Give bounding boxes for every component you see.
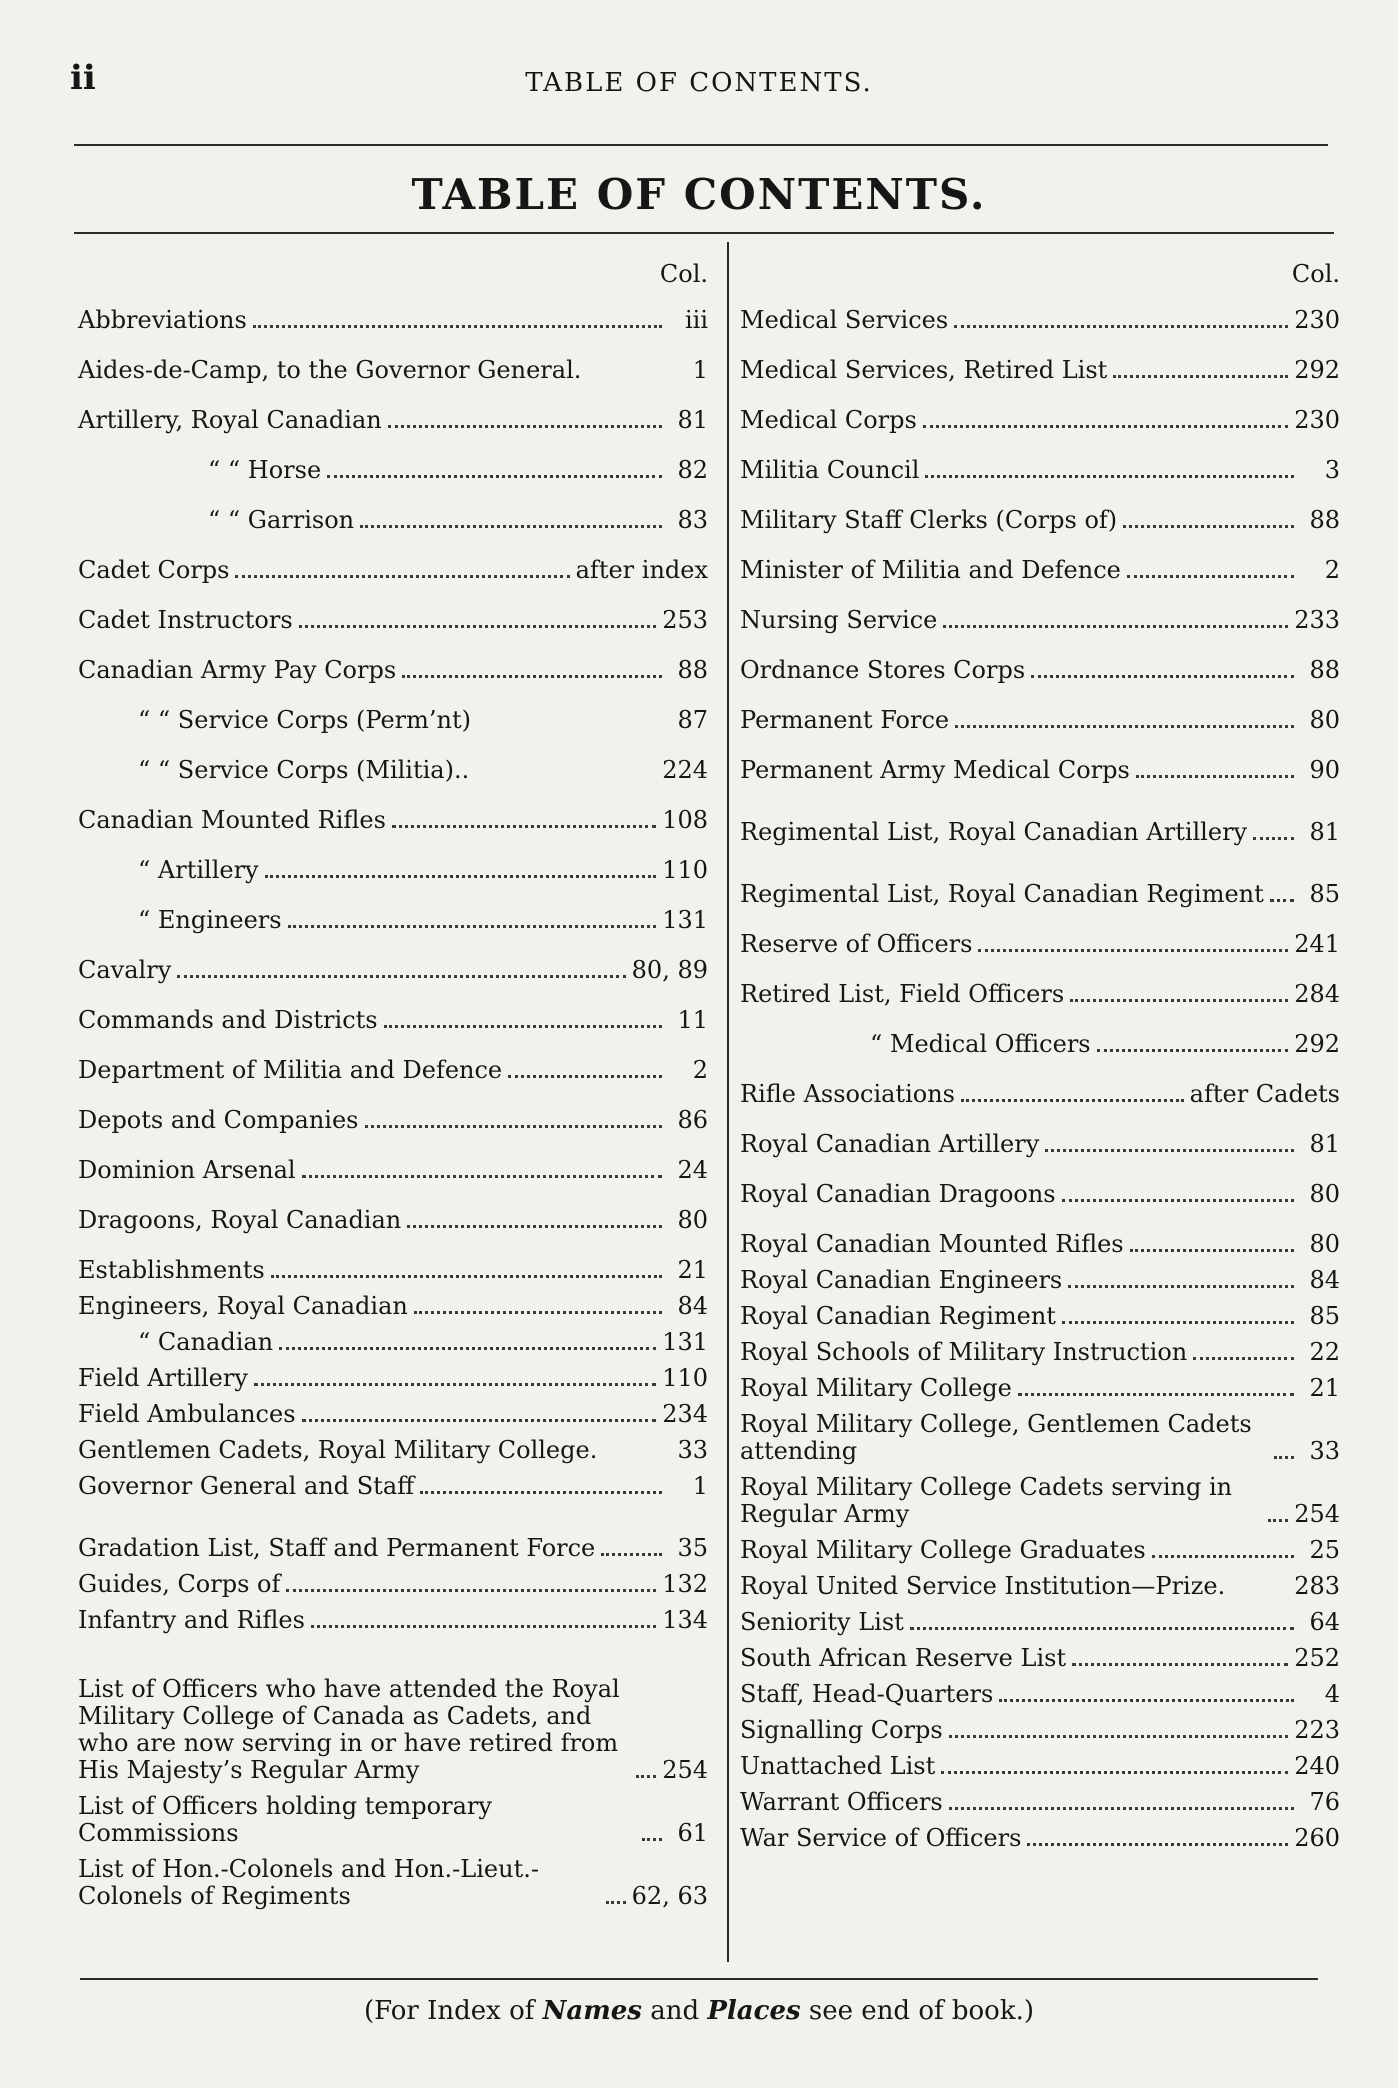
toc-entry <box>740 1158 1340 1208</box>
toc-entry <box>78 1084 708 1134</box>
dot-leader <box>1027 1843 1288 1846</box>
toc-entry-label: Nursing Service <box>740 606 938 634</box>
dot-leader <box>1253 837 1294 840</box>
toc-entry-label: “ Canadian <box>138 1328 274 1356</box>
toc-entry <box>740 1528 1340 1564</box>
toc-entry <box>740 1366 1340 1402</box>
toc-entry-label: Establishments <box>78 1256 265 1284</box>
toc-entry <box>740 1708 1340 1744</box>
toc-entry-column: 21 <box>1309 1374 1340 1402</box>
toc-entry-label: Royal Military College, Gentlemen Cadets attending <box>740 1410 1252 1465</box>
dot-leader <box>1268 1519 1288 1522</box>
dot-leader <box>1097 1049 1289 1052</box>
toc-entry-column: 2 <box>1324 556 1340 584</box>
toc-entry-column: 253 <box>662 606 708 634</box>
toc-entry-column: 260 <box>1294 1824 1340 1852</box>
toc-entry-column: 2 <box>692 1056 708 1084</box>
toc-entry-column: 110 <box>662 1364 708 1392</box>
toc-entry-column: 254 <box>662 1756 708 1784</box>
toc-entry-column: 1 <box>692 356 708 384</box>
toc-entry-column: 84 <box>677 1292 708 1320</box>
toc-entry <box>740 1780 1340 1816</box>
dot-leader <box>978 949 1288 952</box>
toc-entry <box>78 1284 708 1320</box>
toc-entry-label: War Service of Officers <box>740 1824 1022 1852</box>
toc-entry <box>78 1562 708 1598</box>
toc-entry-label: Royal Canadian Artillery <box>740 1130 1040 1158</box>
col-heading-left: Col. <box>659 260 708 288</box>
toc-entry-column: 90 <box>1309 756 1340 784</box>
toc-entry-label: Staff, Head-Quarters <box>740 1680 994 1708</box>
col-heading-right: Col. <box>1291 260 1340 288</box>
toc-entry-column: 230 <box>1294 306 1340 334</box>
toc-entry <box>740 584 1340 634</box>
toc-entry-label: Warrant Officers <box>740 1788 943 1816</box>
dot-leader <box>1018 1393 1294 1396</box>
toc-entry <box>78 734 708 784</box>
toc-entry-label: Unattached List <box>740 1752 936 1780</box>
toc-entry-column: 80 <box>1309 1180 1340 1208</box>
toc-entry-label: Military Staff Clerks (Corps of) <box>740 506 1118 534</box>
toc-entry-label: Ordnance Stores Corps <box>740 656 1026 684</box>
toc-entry-label: Guides, Corps of <box>78 1570 281 1598</box>
dot-leader <box>949 1807 1294 1810</box>
toc-entry <box>740 908 1340 958</box>
toc-entry-column: 22 <box>1309 1338 1340 1366</box>
dot-leader <box>1152 1555 1294 1558</box>
toc-entry-label: Canadian Army Pay Corps <box>78 656 397 684</box>
toc-entry-column: after index <box>575 556 708 584</box>
dot-leader <box>1127 575 1294 578</box>
dot-leader <box>388 425 662 428</box>
dot-leader <box>1274 1456 1294 1459</box>
toc-entry-column: 11 <box>677 1006 708 1034</box>
toc-entry-column: 131 <box>662 906 708 934</box>
toc-entry <box>78 834 708 884</box>
toc-entry-label: Artillery, Royal Canadian <box>78 406 382 434</box>
toc-entry-column: after Cadets <box>1189 1080 1340 1108</box>
toc-entry-column: 224 <box>662 756 708 784</box>
left-column <box>78 252 708 1972</box>
dot-leader <box>253 325 662 328</box>
toc-entry-column: 283 <box>1294 1572 1340 1600</box>
toc-entry-label: Infantry and Rifles <box>78 1606 305 1634</box>
dot-leader <box>943 625 1288 628</box>
toc-entry-label: Reserve of Officers <box>740 930 973 958</box>
toc-entry-label: Gradation List, Staff and Permanent Force <box>78 1534 596 1562</box>
toc-entry <box>78 1234 708 1284</box>
dot-leader <box>923 425 1288 428</box>
toc-entry-column: 3 <box>1324 456 1340 484</box>
toc-entry-column: 80 <box>677 1206 708 1234</box>
toc-entry <box>740 734 1340 784</box>
dot-leader <box>999 1699 1294 1702</box>
toc-entry <box>78 584 708 634</box>
toc-entry-column: 33 <box>677 1436 708 1464</box>
toc-entry <box>740 846 1340 908</box>
toc-entry <box>78 334 708 384</box>
dot-leader <box>910 1627 1294 1630</box>
toc-entry-column: 61 <box>677 1819 708 1847</box>
toc-entry-column: 254 <box>1294 1500 1340 1528</box>
toc-entry <box>78 1847 708 1910</box>
toc-entry-column: 81 <box>1309 1130 1340 1158</box>
toc-entry-label: Signalling Corps <box>740 1716 943 1744</box>
toc-entry-label: Gentlemen Cadets, Royal Military College. <box>78 1436 598 1464</box>
toc-entry-label: Retired List, Field Officers <box>740 980 1065 1008</box>
dot-leader <box>1193 1357 1294 1360</box>
toc-entry-label: Seniority List <box>740 1608 904 1636</box>
dot-leader <box>1045 1149 1294 1152</box>
toc-entry-column: 134 <box>662 1606 708 1634</box>
toc-entry-label: Medical Services, Retired List <box>740 356 1108 384</box>
toc-entry-column: 64 <box>1309 1608 1340 1636</box>
toc-entry-label: Minister of Militia and Defence <box>740 556 1121 584</box>
dot-leader <box>384 1025 662 1028</box>
toc-entry-label: List of Officers holding temporary Commissions <box>78 1792 492 1847</box>
toc-entry <box>78 1392 708 1428</box>
toc-entry-column: 84 <box>1309 1266 1340 1294</box>
dot-leader <box>601 1553 662 1556</box>
toc-entry-label: Canadian Mounted Rifles <box>78 806 386 834</box>
dot-leader <box>407 1225 662 1228</box>
dot-leader <box>365 1125 663 1128</box>
toc-entry-column: 223 <box>1294 1716 1340 1744</box>
toc-entry-label: Royal Military College Graduates <box>740 1536 1146 1564</box>
left-entries <box>78 284 708 1910</box>
toc-entry <box>78 1784 708 1847</box>
toc-entry <box>740 1672 1340 1708</box>
toc-entry-label: Permanent Army Medical Corps <box>740 756 1130 784</box>
footer-text-after: see end of book.) <box>800 1996 1034 2026</box>
toc-entry-label: Royal Canadian Dragoons <box>740 1180 1056 1208</box>
toc-entry <box>740 1465 1340 1528</box>
toc-entry-label: “ “ Service Corps (Militia).. <box>138 756 470 784</box>
toc-entry-label: Cavalry <box>78 956 172 984</box>
toc-entry-column: 86 <box>677 1106 708 1134</box>
toc-entry <box>740 1294 1340 1330</box>
column-divider <box>727 242 729 1962</box>
toc-entry-label: Cadet Instructors <box>78 606 293 634</box>
dot-leader <box>1136 775 1294 778</box>
toc-entry <box>78 634 708 684</box>
footer-text-mid: and <box>641 1996 708 2026</box>
toc-entry-label: List of Officers who have attended the Royal Military College of Canada as Cadets, and who are now serving in or have retired from His Majesty’s Regular Army <box>78 1675 620 1784</box>
running-head: TABLE OF CONTENTS. <box>525 68 873 98</box>
toc-entry-label: List of Hon.-Colonels and Hon.-Lieut.-Colonels of Regiments <box>78 1855 539 1910</box>
toc-entry-label: Commands and Districts <box>78 1006 378 1034</box>
toc-entry <box>78 1598 708 1634</box>
toc-entry-label: Royal Schools of Military Instruction <box>740 1338 1188 1366</box>
toc-entry <box>78 1320 708 1356</box>
toc-entry-label: Royal Canadian Regiment <box>740 1302 1056 1330</box>
toc-entry-column: 1 <box>692 1472 708 1500</box>
toc-entry-column: 25 <box>1309 1536 1340 1564</box>
toc-entry-column: 76 <box>1309 1788 1340 1816</box>
dot-leader <box>177 975 625 978</box>
dot-leader <box>636 1775 656 1778</box>
toc-entry-column: 62, 63 <box>631 1882 708 1910</box>
toc-entry-column: 108 <box>662 806 708 834</box>
toc-entry <box>740 434 1340 484</box>
toc-entry-label: Governor General and Staff <box>78 1472 415 1500</box>
dot-leader <box>420 1491 662 1494</box>
toc-entry <box>740 1402 1340 1465</box>
footer-note <box>0 1996 1398 2026</box>
title-rule <box>74 232 1334 234</box>
toc-entry-column: 88 <box>677 656 708 684</box>
dot-leader <box>402 675 662 678</box>
dot-leader <box>1070 999 1288 1002</box>
dot-leader <box>235 575 569 578</box>
toc-entry <box>740 684 1340 734</box>
dot-leader <box>925 475 1294 478</box>
toc-entry <box>78 884 708 934</box>
dot-leader <box>941 1771 1288 1774</box>
toc-entry-column: 292 <box>1294 356 1340 384</box>
toc-entry <box>78 534 708 584</box>
dot-leader <box>302 1175 662 1178</box>
toc-entry-column: 80 <box>1309 706 1340 734</box>
toc-entry <box>740 1108 1340 1158</box>
toc-entry <box>740 534 1340 584</box>
toc-entry-column: 284 <box>1294 980 1340 1008</box>
toc-entry <box>740 484 1340 534</box>
toc-entry-column: 88 <box>1309 656 1340 684</box>
toc-entry-column: 80 <box>1309 1230 1340 1258</box>
dot-leader <box>1130 1249 1294 1252</box>
toc-entry <box>740 1330 1340 1366</box>
toc-entry-label: Regimental List, Royal Canadian Regiment <box>740 880 1264 908</box>
toc-entry-column: 240 <box>1294 1752 1340 1780</box>
toc-entry-column: 81 <box>1309 818 1340 846</box>
toc-entry <box>78 284 708 334</box>
toc-entry-column: 234 <box>662 1400 708 1428</box>
toc-entry <box>78 984 708 1034</box>
toc-entry-label: Engineers, Royal Canadian <box>78 1292 408 1320</box>
toc-entry-column: 241 <box>1294 930 1340 958</box>
toc-entry <box>78 484 708 534</box>
toc-entry-label: Permanent Force <box>740 706 950 734</box>
toc-entry <box>740 1816 1340 1852</box>
toc-entry-label: “ “ Service Corps (Perm’nt) <box>138 706 471 734</box>
dot-leader <box>949 1735 1289 1738</box>
toc-entry-label: South African Reserve List <box>740 1644 1067 1672</box>
toc-entry-column: 4 <box>1324 1680 1340 1708</box>
toc-entry-column: 82 <box>677 456 708 484</box>
toc-entry-label: Royal Military College <box>740 1374 1012 1402</box>
footer-rule <box>80 1978 1318 1980</box>
dot-leader <box>642 1838 662 1841</box>
toc-entry <box>78 1184 708 1234</box>
dot-leader <box>327 475 662 478</box>
dot-leader <box>1031 675 1294 678</box>
toc-entry-label: Department of Militia and Defence <box>78 1056 503 1084</box>
dot-leader <box>288 925 657 928</box>
dot-leader <box>508 1075 662 1078</box>
toc-entry-label: “ Medical Officers <box>870 1030 1091 1058</box>
toc-entry <box>78 934 708 984</box>
dot-leader <box>299 625 657 628</box>
toc-entry-column: 85 <box>1309 880 1340 908</box>
toc-entry-label: Dragoons, Royal Canadian <box>78 1206 402 1234</box>
dot-leader <box>1068 1285 1294 1288</box>
toc-entry-column: 87 <box>677 706 708 734</box>
toc-entry <box>78 1134 708 1184</box>
toc-entry <box>740 284 1340 334</box>
toc-entry-label: Royal Military College Cadets serving in Regular Army <box>740 1473 1233 1528</box>
toc-entry-column: 81 <box>677 406 708 434</box>
dot-leader <box>606 1901 626 1904</box>
dot-leader <box>271 1275 662 1278</box>
dot-leader <box>414 1311 662 1314</box>
toc-entry-column: 131 <box>662 1328 708 1356</box>
toc-entry-column: 132 <box>662 1570 708 1598</box>
toc-entry-column: iii <box>684 306 708 334</box>
toc-entry-label: Militia Council <box>740 456 920 484</box>
toc-entry <box>740 1058 1340 1108</box>
toc-entry <box>78 1356 708 1392</box>
toc-entry-column: 35 <box>677 1534 708 1562</box>
toc-entry <box>740 1744 1340 1780</box>
toc-entry-label: Medical Services <box>740 306 949 334</box>
toc-entry <box>78 784 708 834</box>
toc-entry <box>78 1464 708 1500</box>
toc-entry <box>740 1258 1340 1294</box>
toc-entry-label: Depots and Companies <box>78 1106 359 1134</box>
toc-entry <box>78 434 708 484</box>
toc-entry <box>78 1634 708 1784</box>
toc-entry-column: 83 <box>677 506 708 534</box>
toc-entry <box>78 1428 708 1464</box>
toc-entry <box>78 384 708 434</box>
dot-leader <box>279 1347 656 1350</box>
toc-entry-label: Royal Canadian Mounted Rifles <box>740 1230 1124 1258</box>
page-number: ii <box>70 58 96 98</box>
dot-leader <box>360 525 662 528</box>
header-rule <box>74 144 1328 146</box>
toc-entry <box>740 1636 1340 1672</box>
footer-names: Names <box>542 1996 642 2026</box>
toc-entry-label: Aides-de-Camp, to the Governor General. <box>78 356 582 384</box>
dot-leader <box>1123 525 1294 528</box>
toc-entry-label: Medical Corps <box>740 406 917 434</box>
toc-entry-label: Regimental List, Royal Canadian Artillery <box>740 818 1248 846</box>
toc-entry-column: 110 <box>662 856 708 884</box>
page-title: TABLE OF CONTENTS. <box>411 170 987 219</box>
toc-entry <box>740 384 1340 434</box>
dot-leader <box>392 825 656 828</box>
toc-entry <box>740 1208 1340 1258</box>
dot-leader <box>954 325 1288 328</box>
toc-entry-label: Field Ambulances <box>78 1400 296 1428</box>
toc-entry-column: 252 <box>1294 1644 1340 1672</box>
dot-leader <box>961 1099 1184 1102</box>
footer-text-before: (For Index of <box>364 1996 543 2026</box>
dot-leader <box>311 1625 656 1628</box>
toc-entry-label: “ “ Horse <box>208 456 322 484</box>
dot-leader <box>955 725 1294 728</box>
right-column <box>740 252 1340 1972</box>
right-entries <box>740 284 1340 1852</box>
toc-entry <box>78 1034 708 1084</box>
toc-entry-label: Dominion Arsenal <box>78 1156 296 1184</box>
dot-leader <box>1062 1321 1294 1324</box>
toc-entry <box>78 1500 708 1562</box>
toc-entry-label: Cadet Corps <box>78 556 230 584</box>
toc-entry <box>740 334 1340 384</box>
toc-entry-label: “ “ Garrison <box>208 506 355 534</box>
toc-entry <box>78 684 708 734</box>
toc-entry-column: 292 <box>1294 1030 1340 1058</box>
toc-entry-column: 88 <box>1309 506 1340 534</box>
dot-leader <box>1270 899 1294 902</box>
dot-leader <box>1062 1199 1294 1202</box>
dot-leader <box>1072 1663 1288 1666</box>
toc-entry-label: Royal United Service Institution—Prize. <box>740 1572 1226 1600</box>
toc-entry-column: 33 <box>1309 1437 1340 1465</box>
dot-leader <box>302 1419 657 1422</box>
dot-leader <box>286 1589 656 1592</box>
toc-entry-label: Rifle Associations <box>740 1080 955 1108</box>
dot-leader <box>1113 375 1288 378</box>
toc-entry <box>740 634 1340 684</box>
toc-entry-column: 24 <box>677 1156 708 1184</box>
toc-entry-label: “ Engineers <box>138 906 282 934</box>
toc-entry-column: 85 <box>1309 1302 1340 1330</box>
toc-entry-label: Royal Canadian Engineers <box>740 1266 1063 1294</box>
toc-entry-label: Abbreviations <box>78 306 247 334</box>
toc-entry-column: 21 <box>677 1256 708 1284</box>
dot-leader <box>254 1383 656 1386</box>
toc-entry-column: 80, 89 <box>631 956 708 984</box>
toc-entry <box>740 1564 1340 1600</box>
toc-entry-label: “ Artillery <box>138 856 259 884</box>
footer-places: Places <box>707 1996 801 2026</box>
toc-entry-label: Field Artillery <box>78 1364 248 1392</box>
toc-entry-column: 230 <box>1294 406 1340 434</box>
toc-entry <box>740 958 1340 1008</box>
toc-entry <box>740 784 1340 846</box>
toc-entry <box>740 1008 1340 1058</box>
toc-entry-column: 233 <box>1294 606 1340 634</box>
dot-leader <box>265 875 657 878</box>
toc-entry <box>740 1600 1340 1636</box>
